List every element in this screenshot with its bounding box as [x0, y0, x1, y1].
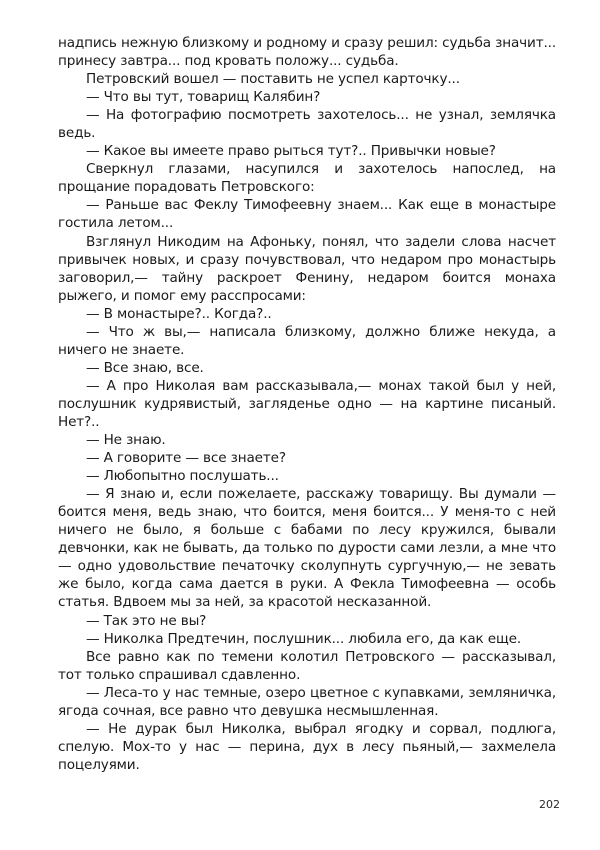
- paragraph-13: — А говорите — все знаете?: [86, 450, 286, 467]
- paragraph-9: — Что ж вы,— написала близкому, должно ближе некуда, а ничего не знаете.: [58, 323, 556, 358]
- paragraph-12: — Не знаю.: [86, 432, 166, 449]
- paragraph-3: — На фотографию посмотреть захотелось... не узнал, землячка ведь.: [58, 107, 556, 142]
- paragraph-15: — Я знаю и, если пожелаете, расскажу товарищу. Вы думали — боится меня, ведь знаю, что боится, меня боится... У меня-то с ней ничего не было, я больше с бабами по лесу кружился, бывали девчонки, как не бывать, да только по дурости сами лезли, а мне что — одно удовольствие печаточку сколупнуть сургучную,— не зевать же было, когда сама дается в руки. А Фекла Тимофеевна — особь статья. Вдвоем мы за ней, за красотой несказанной.: [58, 486, 556, 611]
- paragraph-0: надпись нежную близкому и родному и сразу решил: судьба значит... принесу завтра... под кровать положу... судьба.: [58, 35, 556, 70]
- paragraph-16: — Так это не вы?: [86, 612, 207, 629]
- paragraph-2: — Что вы тут, товарищ Калябин?: [86, 89, 321, 106]
- paragraph-7: Взглянул Никодим на Афоньку, понял, что задели слова насчет привычек новых, и сразу почувствовал, что недаром про монастырь заговорил,— тайну раскроет Фенину, недаром боится монаха рыжего, и помог ему расспросами:: [58, 233, 556, 304]
- paragraph-18: Все равно как по темени колотил Петровского — рассказывал, тот только спрашивал сдавленно.: [58, 648, 556, 683]
- page-number: 202: [539, 798, 560, 811]
- paragraph-10: — Все знаю, все.: [86, 359, 204, 376]
- paragraph-17: — Николка Предтечин, послушник... любила его, да как еще.: [86, 630, 521, 647]
- page-text: [58, 34, 556, 774]
- paragraph-19: — Леса-то у нас темные, озеро цветное с купавками, земляничка, ягода сочная, все равно что девушка несмышленная.: [58, 684, 556, 719]
- paragraph-20: — Не дурак был Николка, выбрал ягодку и сорвал, подлюга, спелую. Мох-то у нас — перина, дух в лесу пьяный,— захмелела поцелуями.: [58, 720, 556, 773]
- paragraph-6: — Раньше вас Феклу Тимофеевну знаем... Как еще в монастыре гостила летом...: [58, 197, 556, 232]
- paragraph-1: Петровский вошел — поставить не успел карточку...: [86, 71, 460, 88]
- paragraph-11: — А про Николая вам рассказывала,— монах такой был у ней, послушник кудрявистый, загляденье одно — на картине писаный. Нет?..: [58, 377, 556, 430]
- paragraph-5: Сверкнул глазами, насупился и захотелось напослед, на прощание порадовать Петровского:: [58, 161, 556, 196]
- paragraph-8: — В монастыре?.. Когда?..: [86, 305, 272, 322]
- paragraph-14: — Любопытно послушать...: [86, 468, 279, 485]
- paragraph-4: — Какое вы имеете право рыться тут?.. Привычки новые?: [86, 143, 496, 160]
